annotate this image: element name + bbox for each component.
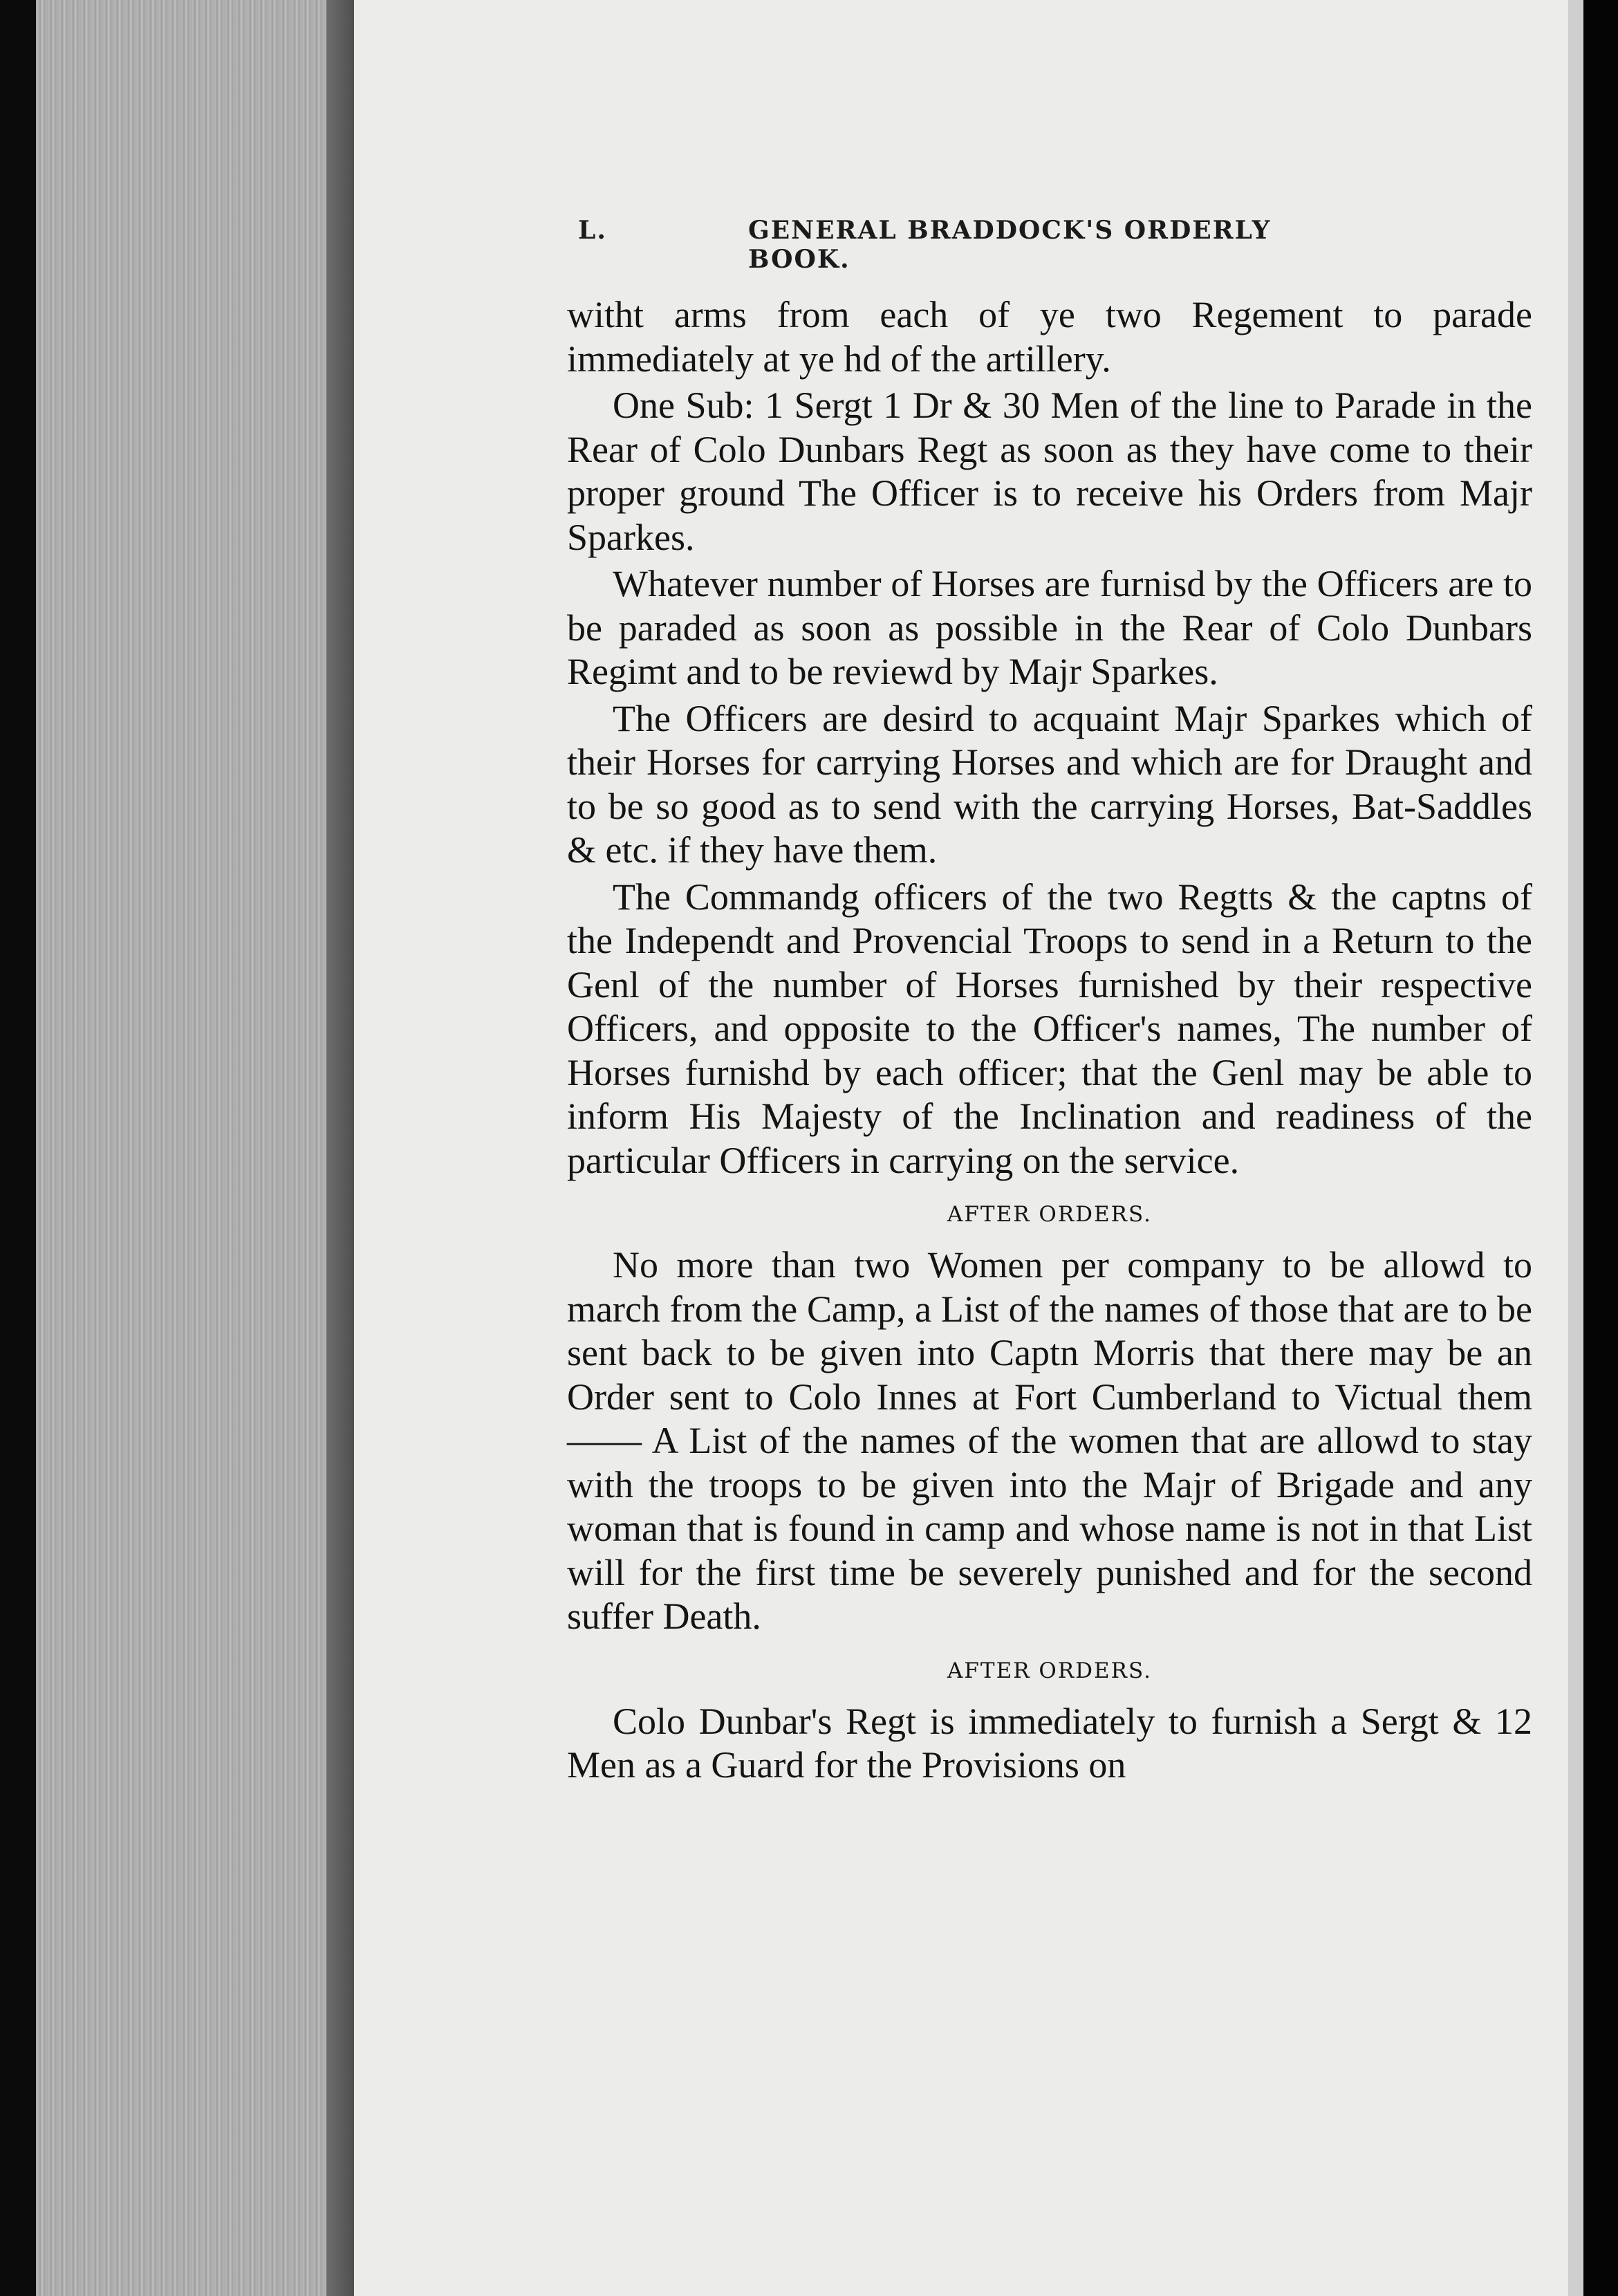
paragraph-4: The Officers are desird to acquaint Majr Sparkes which of their Horses for carrying Horses and which are for Draught and to be so good as to send with the carrying Horses, Bat-Saddles & etc. if they have them. xyxy=(567,697,1532,871)
paragraph-2: One Sub: 1 Sergt 1 Dr & 30 Men of the line to Parade in the Rear of Colo Dunbars Regt as soon as they have come to their proper ground The Officer is to receive his Orders from Majr Sparkes. xyxy=(567,385,1532,558)
page-header xyxy=(578,216,1380,274)
section-heading-after-orders-1: AFTER ORDERS. xyxy=(947,1202,1152,1227)
paragraph-7: Colo Dunbar's Regt is immediately to furnish a Sergt & 12 Men as a Guard for the Provisions on xyxy=(567,1700,1532,1786)
body-text xyxy=(567,293,1532,1788)
film-margin-left xyxy=(0,0,36,2296)
paragraph-1: witht arms from each of ye two Regement to parade immediately at ye hd of the artillery. xyxy=(567,294,1532,380)
film-margin-right xyxy=(1583,0,1618,2296)
page-number: L. xyxy=(578,216,607,245)
paragraph-5: The Commandg officers of the two Regtts & the captns of the Independt and Provencial Troops to send in a Return to the Genl of the number of Horses furnished by their respective Officers, and opposite to the Officer's names, The number of Horses furnishd by each officer; that the Genl may be able to inform His Majesty of the Inclination and readiness of the particular Officers in carrying on the service. xyxy=(567,876,1532,1181)
paragraph-3: Whatever number of Horses are furnisd by the Officers are to be paraded as soon as possible in the Rear of Colo Dunbars Regimt and to be reviewd by Majr Sparkes. xyxy=(567,563,1532,692)
page-right-edge xyxy=(1568,0,1583,2296)
paragraph-6: No more than two Women per company to be allowd to march from the Camp, a List of the names of those that are to be sent back to be given into Captn Morris that there may be an Order sent to Colo Innes at Fort Cumberland to Victual them—— A List of the names of the women that are allowd to stay with the troops to be given into the Majr of Brigade and any woman that is found in camp and whose name is not in that List will for the first time be severely punished and for the second suffer Death. xyxy=(567,1244,1532,1637)
section-heading-after-orders-2: AFTER ORDERS. xyxy=(947,1658,1152,1683)
page-stack-edge xyxy=(36,0,354,2296)
running-title: GENERAL BRADDOCK'S ORDERLY BOOK. xyxy=(748,216,1272,274)
